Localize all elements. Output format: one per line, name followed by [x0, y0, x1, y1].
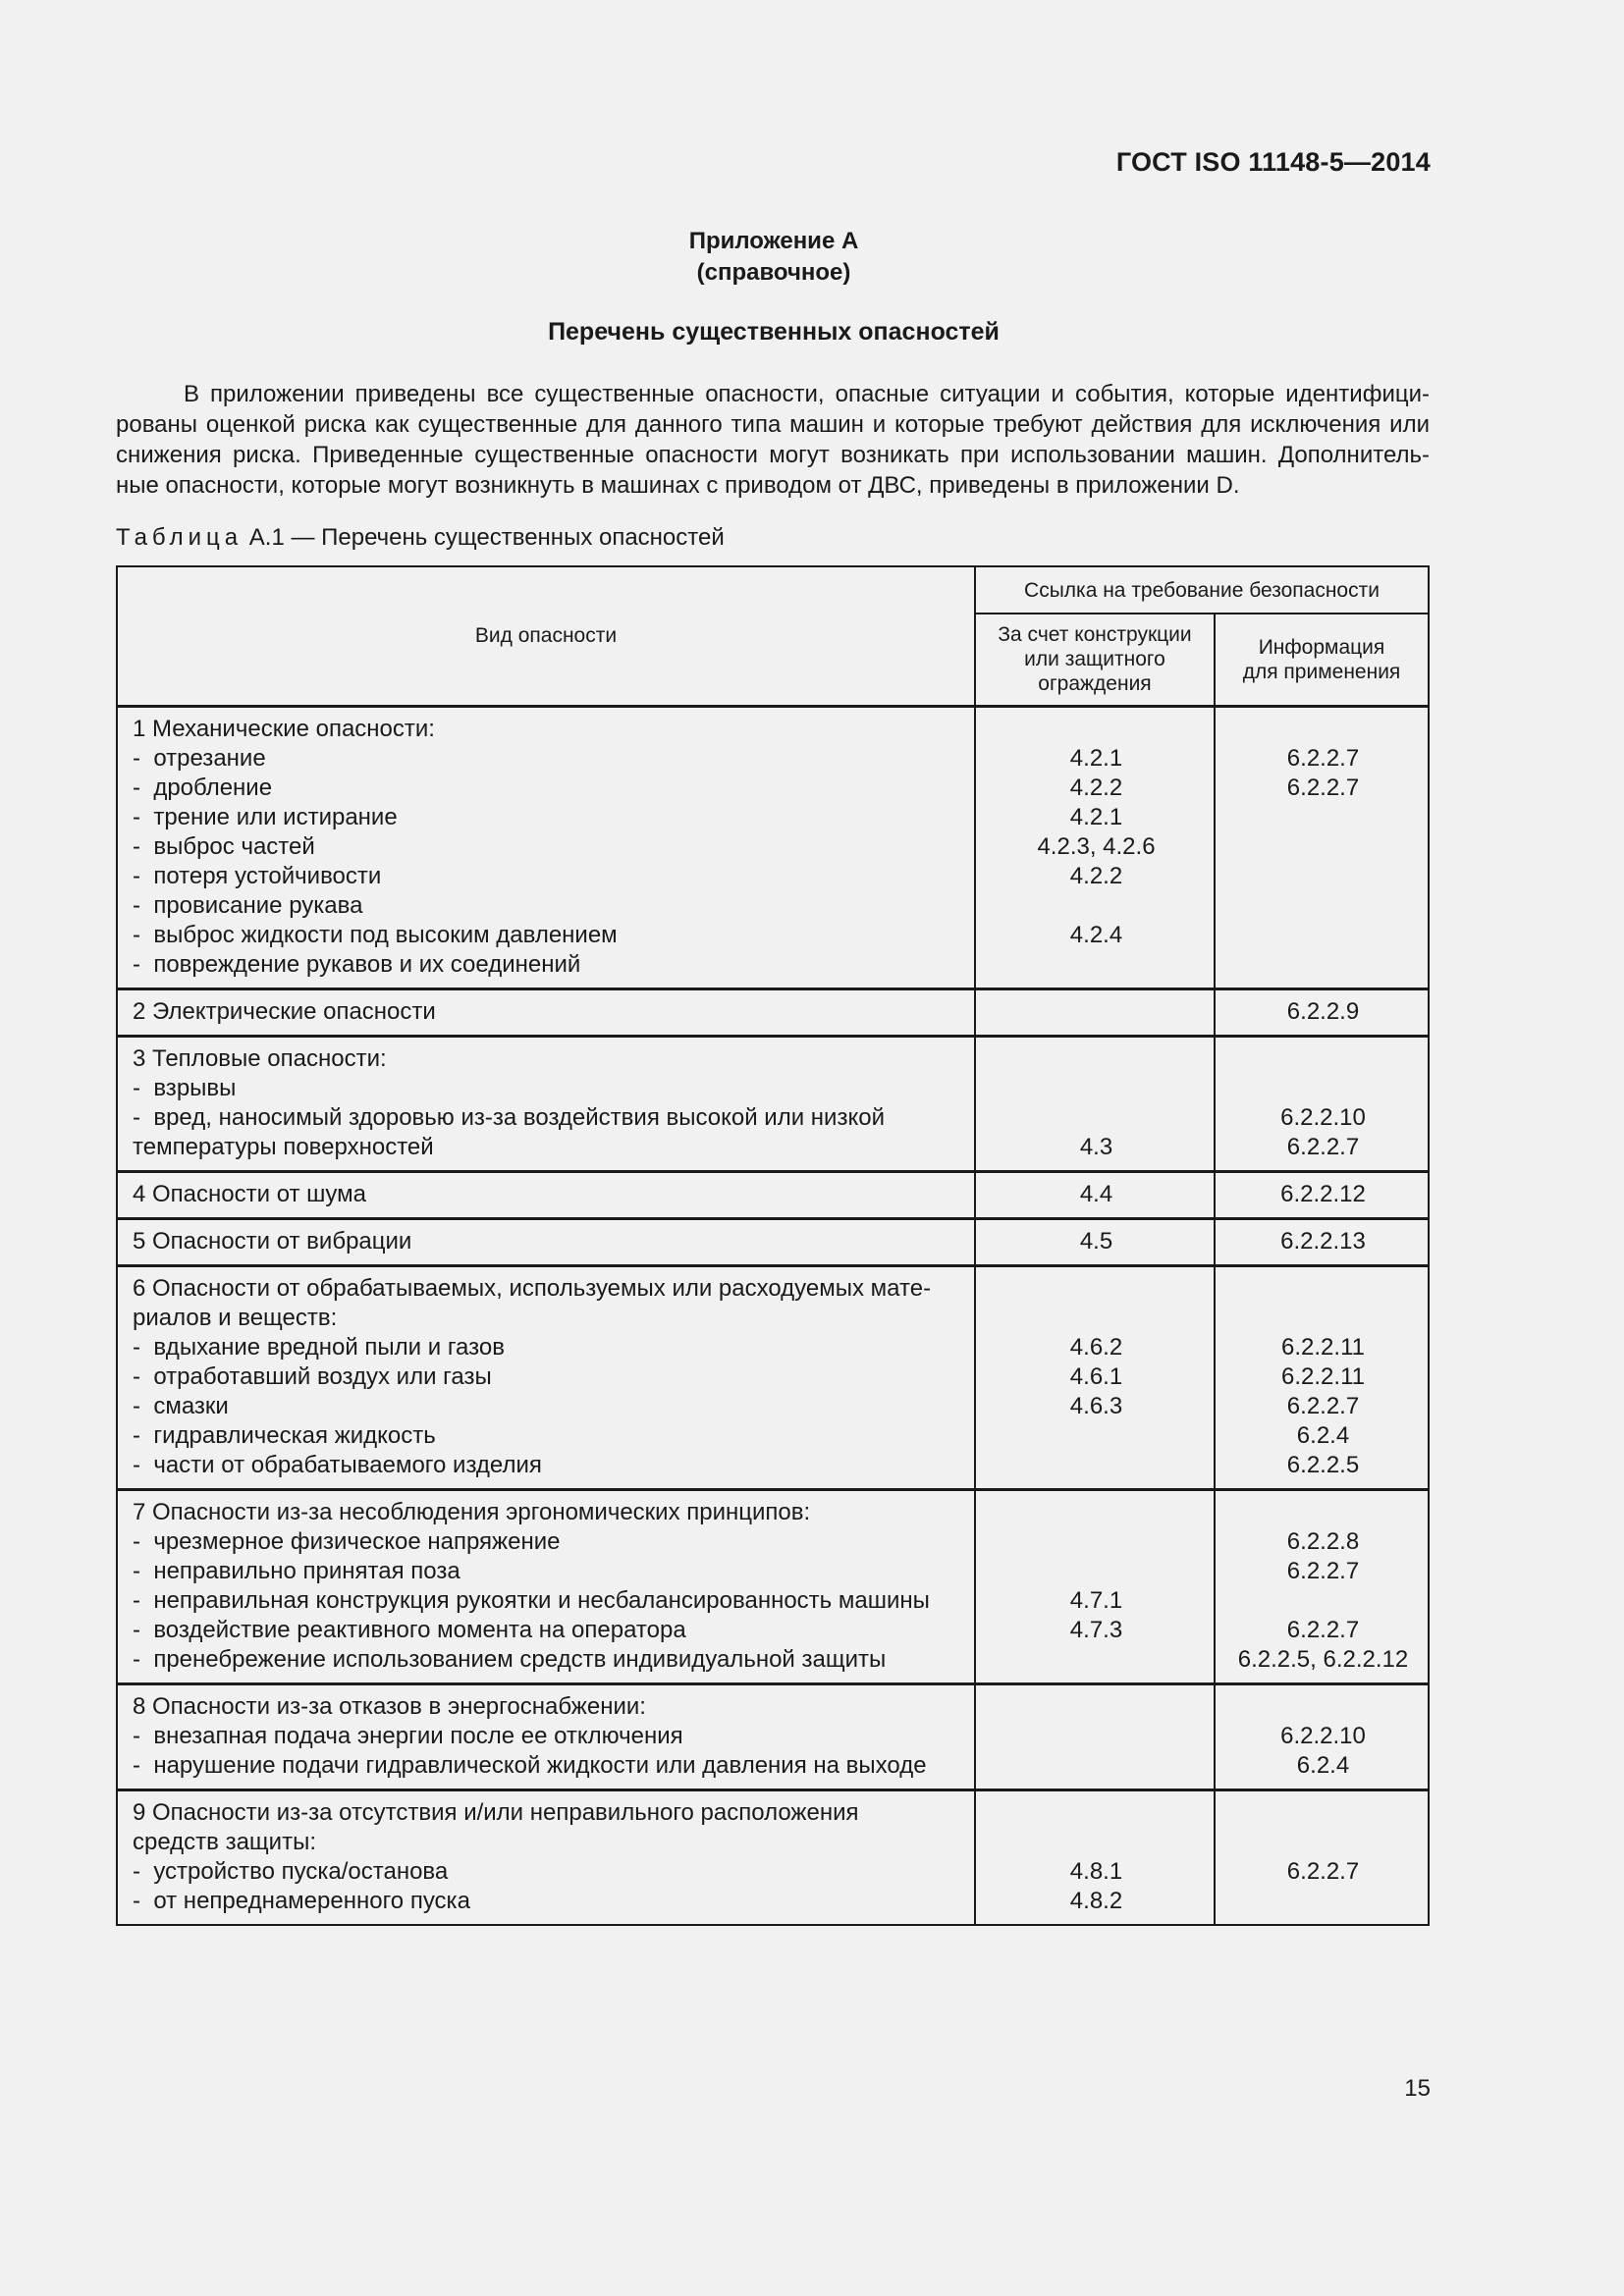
hazard-item: - взрывы	[133, 1074, 962, 1103]
hazard-group-title: 8 Опасности из-за отказов в энергоснабжении:	[133, 1692, 646, 1720]
hazard-cell	[117, 1789, 975, 1925]
info-ref	[1230, 891, 1416, 921]
design-ref	[991, 1645, 1202, 1675]
hazard-cell	[117, 1036, 975, 1171]
intro-line: рованы оценкой риска как существенные для данного типа машин и которые требуют действия для исключения или	[116, 411, 1430, 438]
hazard-item-continuation: температуры поверхностей	[133, 1133, 434, 1160]
appendix-title: Приложение А	[688, 228, 859, 254]
hazard-item: - повреждение рукавов и их соединений	[133, 950, 962, 980]
design-ref: 4.6.3	[1069, 1392, 1123, 1419]
design-ref-cell	[975, 1683, 1215, 1789]
info-ref: 6.2.2.8	[1286, 1527, 1360, 1555]
info-ref-cell	[1215, 1218, 1429, 1265]
info-ref	[1230, 950, 1416, 980]
hazard-group-title: 4 Опасности от шума	[133, 1180, 367, 1207]
hazard-item: - чрезмерное физическое напряжение	[133, 1527, 962, 1557]
hazard-item: - вдыхание вредной пыли и газов	[133, 1333, 962, 1362]
hazard-group-title: средств защиты:	[133, 1828, 316, 1855]
design-ref	[991, 950, 1202, 980]
info-ref	[1230, 1586, 1416, 1616]
design-ref	[991, 1044, 1202, 1074]
table-row	[117, 706, 1429, 988]
hazard-group-title: 9 Опасности из-за отсутствия и/или неправильного расположения	[133, 1798, 859, 1826]
info-ref	[1230, 1828, 1416, 1857]
design-ref: 4.2.3, 4.2.6	[1037, 832, 1156, 860]
design-ref	[991, 1751, 1202, 1781]
info-ref-cell	[1215, 1683, 1429, 1789]
info-ref-cell	[1215, 1489, 1429, 1683]
design-ref	[991, 715, 1202, 744]
hazard-item: - потеря устойчивости	[133, 862, 962, 891]
design-ref: 4.8.2	[1069, 1887, 1123, 1914]
table-row	[117, 988, 1429, 1036]
design-ref	[991, 997, 1202, 1027]
design-ref-cell	[975, 988, 1215, 1036]
header-design-line: ограждения	[1038, 672, 1152, 696]
info-ref	[1230, 921, 1416, 950]
design-ref: 4.2.2	[1069, 862, 1123, 889]
hazard-group-title: 5 Опасности от вибрации	[133, 1227, 412, 1255]
table-row	[117, 1171, 1429, 1218]
table-caption-prefix: Таблица	[116, 524, 244, 551]
hazard-item: - выброс частей	[133, 832, 962, 862]
info-ref	[1230, 1044, 1416, 1074]
info-ref-cell	[1215, 1036, 1429, 1171]
intro-paragraph	[116, 379, 1430, 501]
hazard-cell	[117, 988, 975, 1036]
hazard-item: - воздействие реактивного момента на оператора	[133, 1616, 962, 1645]
header-info-line: для применения	[1242, 660, 1401, 683]
info-ref: 6.2.2.7	[1286, 1857, 1360, 1885]
design-ref	[991, 1304, 1202, 1333]
appendix-heading	[0, 226, 1547, 289]
design-ref-cell	[975, 1265, 1215, 1489]
info-ref: 6.2.2.9	[1286, 997, 1360, 1025]
info-ref-cell	[1215, 1789, 1429, 1925]
header-design-line: За счет конструкции	[998, 623, 1192, 647]
design-ref: 4.2.1	[1069, 744, 1123, 772]
info-ref	[1230, 1798, 1416, 1828]
info-ref: 6.2.2.7	[1286, 1392, 1360, 1419]
hazard-item: - устройство пуска/останова	[133, 1857, 962, 1887]
design-ref-cell	[975, 1789, 1215, 1925]
header-design	[975, 614, 1215, 706]
design-ref	[991, 1451, 1202, 1480]
info-ref	[1230, 1304, 1416, 1333]
design-ref-cell	[975, 1489, 1215, 1683]
design-ref	[991, 1692, 1202, 1722]
table-row	[117, 1036, 1429, 1171]
hazard-group-title: 3 Тепловые опасности:	[133, 1044, 387, 1072]
info-ref	[1230, 832, 1416, 862]
info-ref-cell	[1215, 1171, 1429, 1218]
design-ref: 4.2.4	[1069, 921, 1123, 948]
design-ref	[991, 1828, 1202, 1857]
design-ref: 4.7.1	[1069, 1586, 1123, 1614]
hazard-group-title: риалов и веществ:	[133, 1304, 338, 1331]
info-ref: 6.2.2.11	[1281, 1333, 1365, 1361]
hazard-item: - отработавший воздух или газы	[133, 1362, 962, 1392]
info-ref	[1230, 1692, 1416, 1722]
page-number: 15	[1404, 2075, 1431, 2102]
design-ref	[991, 1498, 1202, 1527]
hazard-cell	[117, 1683, 975, 1789]
info-ref: 6.2.2.7	[1286, 1557, 1360, 1584]
info-ref-cell	[1215, 988, 1429, 1036]
hazard-item: - выброс жидкости под высоким давлением	[133, 921, 962, 950]
hazard-group-title: 1 Механические опасности:	[133, 715, 435, 742]
design-ref: 4.8.1	[1069, 1857, 1123, 1885]
design-ref	[991, 1798, 1202, 1828]
info-ref: 6.2.2.10	[1280, 1722, 1366, 1749]
section-title: Перечень существенных опасностей	[548, 318, 1000, 346]
table-caption	[116, 524, 725, 552]
intro-line: снижения риска. Приведенные существенные опасности могут возникать при использовании машин. Дополнитель-	[116, 442, 1430, 468]
hazard-cell	[117, 706, 975, 988]
design-ref	[991, 1103, 1202, 1133]
hazard-item: - неправильно принятая поза	[133, 1557, 962, 1586]
design-ref: 4.5	[1079, 1227, 1113, 1255]
info-ref: 6.2.2.12	[1280, 1180, 1366, 1207]
hazard-item: - пренебрежение использованием средств индивидуальной защиты	[133, 1645, 962, 1675]
design-ref	[991, 1074, 1202, 1103]
table-row	[117, 1218, 1429, 1265]
info-ref: 6.2.2.7	[1286, 774, 1360, 801]
hazard-item: - нарушение подачи гидравлической жидкости или давления на выходе	[133, 1751, 962, 1781]
hazard-group-title: 7 Опасности из-за несоблюдения эргономических принципов:	[133, 1498, 811, 1525]
hazard-item: - внезапная подача энергии после ее отключения	[133, 1722, 962, 1751]
info-ref	[1230, 803, 1416, 832]
hazard-item: - гидравлическая жидкость	[133, 1421, 962, 1451]
header-info-line: Информация	[1258, 635, 1385, 659]
info-ref-cell	[1215, 1265, 1429, 1489]
info-ref: 6.2.2.13	[1280, 1227, 1366, 1255]
document-code: ГОСТ ISO 11148-5—2014	[1115, 147, 1431, 177]
design-ref: 4.6.1	[1069, 1362, 1123, 1390]
hazard-cell	[117, 1218, 975, 1265]
hazard-cell	[117, 1265, 975, 1489]
design-ref: 4.2.1	[1069, 803, 1123, 830]
info-ref: 6.2.2.11	[1281, 1362, 1365, 1390]
info-ref	[1230, 1887, 1416, 1916]
info-ref: 6.2.2.5	[1286, 1451, 1360, 1478]
hazard-item: - неправильная конструкция рукоятки и несбалансированность машины	[133, 1586, 962, 1616]
design-ref	[991, 891, 1202, 921]
info-ref: 6.2.2.5, 6.2.2.12	[1237, 1645, 1409, 1673]
info-ref: 6.2.2.7	[1286, 1133, 1360, 1160]
info-ref: 6.2.4	[1296, 1421, 1350, 1449]
hazard-group-title: 6 Опасности от обрабатываемых, используемых или расходуемых мате-	[133, 1274, 932, 1302]
design-ref-cell	[975, 1218, 1215, 1265]
hazard-item: - провисание рукава	[133, 891, 962, 921]
table-row	[117, 1265, 1429, 1489]
design-ref: 4.3	[1079, 1133, 1113, 1160]
info-ref: 6.2.2.7	[1286, 744, 1360, 772]
table-caption-text: А.1 — Перечень существенных опасностей	[243, 524, 725, 551]
hazard-cell	[117, 1489, 975, 1683]
hazard-item: - смазки	[133, 1392, 962, 1421]
intro-line: ные опасности, которые могут возникнуть в машинах с приводом от ДВС, приведены в приложении D.	[116, 472, 1240, 499]
info-ref	[1230, 715, 1416, 744]
table-row	[117, 1683, 1429, 1789]
design-ref	[991, 1274, 1202, 1304]
appendix-subtitle: (справочное)	[696, 259, 851, 286]
hazard-item: - части от обрабатываемого изделия	[133, 1451, 962, 1480]
table-row	[117, 1789, 1429, 1925]
info-ref: 6.2.4	[1296, 1751, 1350, 1779]
hazard-group-title: 2 Электрические опасности	[133, 997, 436, 1025]
header-design-line: или защитного	[1024, 648, 1165, 671]
header-info	[1215, 614, 1429, 706]
design-ref-cell	[975, 1036, 1215, 1171]
design-ref-cell	[975, 1171, 1215, 1218]
design-ref: 4.7.3	[1069, 1616, 1123, 1643]
info-ref	[1230, 862, 1416, 891]
hazards-table	[116, 565, 1430, 1926]
design-ref-cell	[975, 706, 1215, 988]
hazards-table-body	[117, 706, 1429, 1925]
info-ref: 6.2.2.10	[1280, 1103, 1366, 1131]
design-ref	[991, 1722, 1202, 1751]
design-ref: 4.2.2	[1069, 774, 1123, 801]
info-ref-cell	[1215, 706, 1429, 988]
info-ref	[1230, 1498, 1416, 1527]
header-hazard-type: Вид опасности	[117, 566, 975, 706]
table-row	[117, 1489, 1429, 1683]
info-ref	[1230, 1274, 1416, 1304]
hazard-item: - от непреднамеренного пуска	[133, 1887, 962, 1916]
hazard-cell	[117, 1171, 975, 1218]
design-ref	[991, 1557, 1202, 1586]
info-ref	[1230, 1074, 1416, 1103]
design-ref: 4.4	[1079, 1180, 1113, 1207]
intro-line: В приложении приведены все существенные опасности, опасные ситуации и события, которые идентифици-	[184, 381, 1430, 407]
design-ref: 4.6.2	[1069, 1333, 1123, 1361]
hazard-item: - отрезание	[133, 744, 962, 774]
hazard-item: - дробление	[133, 774, 962, 803]
info-ref: 6.2.2.7	[1286, 1616, 1360, 1643]
design-ref	[991, 1527, 1202, 1557]
design-ref	[991, 1421, 1202, 1451]
hazard-item: - вред, наносимый здоровью из-за воздействия высокой или низкой	[133, 1103, 962, 1133]
hazard-item: - трение или истирание	[133, 803, 962, 832]
header-reference-group: Ссылка на требование безопасности	[975, 566, 1429, 614]
